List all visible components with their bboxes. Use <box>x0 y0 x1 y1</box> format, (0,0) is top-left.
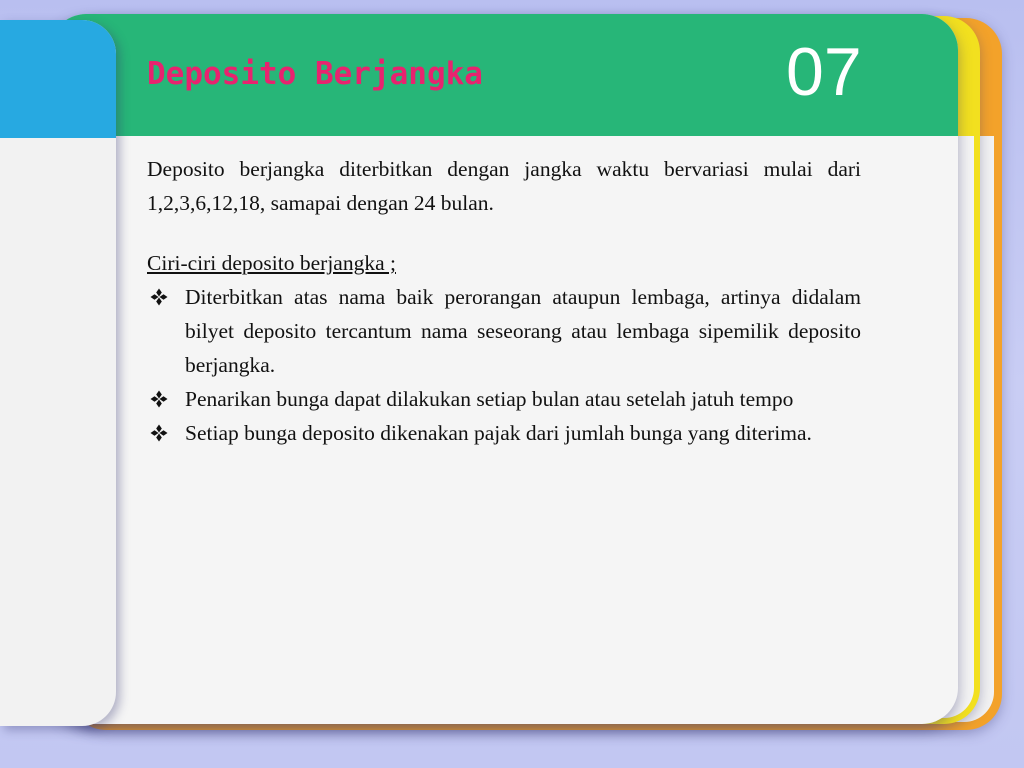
intro-paragraph: Deposito berjangka diterbitkan dengan jangka waktu bervariasi mulai dari 1,2,3,6,12,18, samapai dengan 24 bulan. <box>147 157 861 215</box>
list-item-text: Diterbitkan atas nama baik perorangan ataupun lembaga, artinya didalam bilyet deposito tercantum nama seseorang atau lembaga sipemilik deposito berjangka. <box>185 285 861 377</box>
four-diamond-bullet-icon <box>147 280 171 314</box>
slide-number: 07 <box>786 34 862 110</box>
list-item-text: Penarikan bunga dapat dilakukan setiap bulan atau setelah jatuh tempo <box>185 387 794 411</box>
four-diamond-bullet-icon <box>147 416 171 450</box>
slide-title: Deposito Berjangka <box>147 56 483 92</box>
left-tab-header <box>0 20 116 138</box>
four-diamond-bullet-icon <box>147 382 171 416</box>
bullet-list <box>147 280 861 450</box>
slide-body <box>147 152 861 450</box>
list-item <box>147 280 861 382</box>
list-heading: Ciri-ciri deposito berjangka ; <box>147 251 396 275</box>
list-item <box>147 382 861 416</box>
list-item <box>147 416 861 450</box>
list-item-text: Setiap bunga deposito dikenakan pajak dari jumlah bunga yang diterima. <box>185 421 812 445</box>
left-tab <box>0 20 116 726</box>
